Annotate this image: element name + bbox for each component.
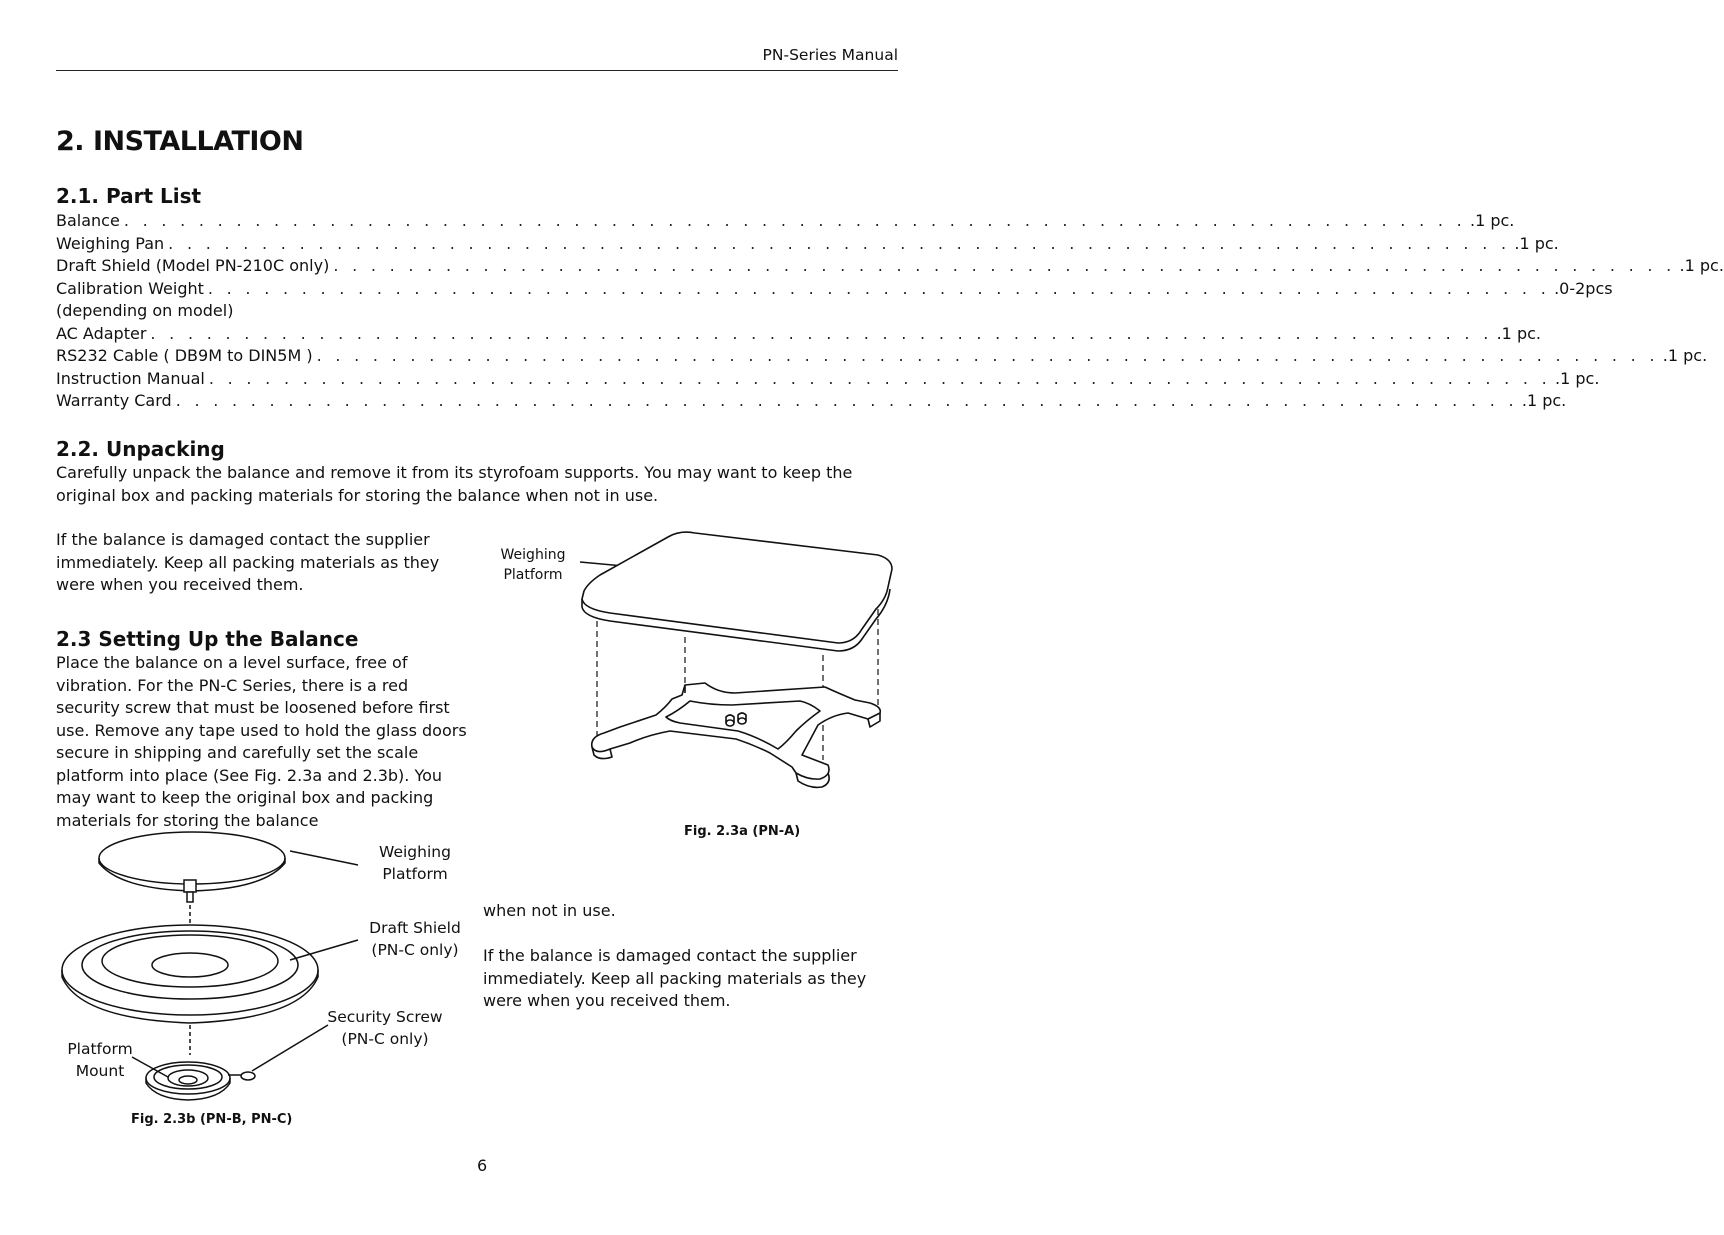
leader-dots: . . . . . . . . . . . . . . . . . . . . . . . . . . . . . . . . . . . . . . . . . . . . . . . . . . . . . . . . . . . . . . . . . . . . . . . . xyxy=(316,346,1659,365)
setup-damage-paragraph: If the balance is damaged contact the supplier immediately. Keep all packing materials as they were when you received them. xyxy=(483,946,867,1010)
setup-paragraph: Place the balance on a level surface, free of vibration. For the PN-C Series, there is a red security screw that must be loosened before first use. Remove any tape used to hold the glass doors secure in shipping and carefully set the scale platform into place (See Fig. 2.3a and 2.3b). You may want to keep the original box and packing materials for storing the balance xyxy=(56,653,467,830)
list-item xyxy=(56,368,1600,391)
calibration-note: (depending on model) xyxy=(56,301,234,320)
label-line: Weighing xyxy=(379,843,451,861)
leader-dots: . . . . . . . . . . . . . . . . . . . . . . . . . . . . . . . . . . . . . . . . . . . . . . . . . . . . . . . . . . . . . . . . . . . . . . . . xyxy=(207,278,1551,298)
part-name: Calibration Weight xyxy=(56,278,204,298)
part-list xyxy=(56,210,1724,413)
label-line: Platform xyxy=(503,567,563,583)
part-name: RS232 Cable ( DB9M to DIN5M ) xyxy=(56,346,313,365)
label-line: Draft Shield xyxy=(369,919,461,937)
fig-b-platform-label xyxy=(360,841,470,885)
label-line: (PN-C only) xyxy=(371,941,459,959)
running-header: PN-Series Manual xyxy=(762,46,898,64)
list-item xyxy=(56,323,1541,346)
part-list-heading: 2.1. Part List xyxy=(56,184,202,208)
part-qty: .1 pc. xyxy=(1470,211,1515,230)
unpacking-heading: 2.2. Unpacking xyxy=(56,437,225,461)
page-number: 6 xyxy=(477,1156,488,1175)
fig-a-illustration xyxy=(570,525,905,805)
fig-a-caption: Fig. 2.3a (PN-A) xyxy=(684,824,801,839)
label-line: Security Screw xyxy=(327,1008,443,1026)
damage-paragraph: If the balance is damaged contact the supplier immediately. Keep all packing materials as they were when you received them. xyxy=(56,530,440,594)
leader-dots: . . . . . . . . . . . . . . . . . . . . . . . . . . . . . . . . . . . . . . . . . . . . . . . . . . . . . . . . . . . . . . . . . . . . . . . . xyxy=(168,233,1511,253)
leader-dots: . . . . . . . . . . . . . . . . . . . . . . . . . . . . . . . . . . . . . . . . . . . . . . . . . . . . . . . . . . . . . . . . . . . . . . . . xyxy=(175,391,1518,410)
part-qty: .1 pc. xyxy=(1521,391,1567,410)
setup-heading: 2.3 Setting Up the Balance xyxy=(56,627,359,651)
fig-b-screw-label xyxy=(322,1006,448,1050)
part-name: Instruction Manual xyxy=(56,368,205,388)
part-name: AC Adapter xyxy=(56,323,147,343)
part-name: Warranty Card xyxy=(56,391,172,410)
fig-a-platform-label xyxy=(493,545,573,585)
leader-dots: . . . . . . . . . . . . . . . . . . . . . . . . . . . . . . . . . . . . . . . . . . . . . . . . . . . . . . . . . . . . . . . . . . . . . . . . xyxy=(208,368,1552,388)
list-item xyxy=(56,210,1515,233)
part-name: Weighing Pan xyxy=(56,233,165,253)
list-item xyxy=(56,233,1559,256)
label-line: Platform xyxy=(67,1040,133,1058)
part-qty: .0-2pcs xyxy=(1554,278,1613,298)
label-line: Mount xyxy=(75,1062,125,1080)
label-line: Weighing xyxy=(500,547,566,563)
label-line: (PN-C only) xyxy=(341,1030,429,1048)
part-qty: .1 pc. xyxy=(1662,346,1708,365)
chapter-title: 2. INSTALLATION xyxy=(56,126,304,157)
part-name: Balance xyxy=(56,211,120,230)
list-item xyxy=(56,390,1567,413)
leader-dots: . . . . . . . . . . . . . . . . . . . . . . . . . . . . . . . . . . . . . . . . . . . . . . . . . . . . . . . . . . . . . . . . . . . . . . . . xyxy=(123,211,1466,230)
fig-b-shield-label xyxy=(360,917,470,961)
fig-b-mount-label xyxy=(56,1038,144,1082)
list-item xyxy=(56,278,1613,301)
part-qty: .1 pc. xyxy=(1514,233,1559,253)
part-qty: .1 pc. xyxy=(1496,323,1541,343)
part-name: Draft Shield (Model PN-210C only) xyxy=(56,256,330,275)
leader-dots: . . . . . . . . . . . . . . . . . . . . . . . . . . . . . . . . . . . . . . . . . . . . . . . . . . . . . . . . . . . . . . . . . . . . . . . . xyxy=(150,323,1493,343)
label-line: Platform xyxy=(382,865,448,883)
header-rule xyxy=(56,70,898,71)
unpacking-paragraph: Carefully unpack the balance and remove it from its styrofoam supports. You may want to keep the original box and packing materials for storing the balance when not in use. xyxy=(56,463,853,505)
part-qty: .1 pc. xyxy=(1679,256,1724,275)
leader-dots: . . . . . . . . . . . . . . . . . . . . . . . . . . . . . . . . . . . . . . . . . . . . . . . . . . . . . . . . . . . . . . . . . . . . . . . . xyxy=(333,256,1676,275)
fig-b-caption: Fig. 2.3b (PN-B, PN-C) xyxy=(131,1112,293,1127)
part-qty: .1 pc. xyxy=(1555,368,1600,388)
list-item xyxy=(56,345,1708,368)
setup-paragraph-continued: when not in use. xyxy=(483,901,616,920)
list-item xyxy=(56,255,1724,278)
